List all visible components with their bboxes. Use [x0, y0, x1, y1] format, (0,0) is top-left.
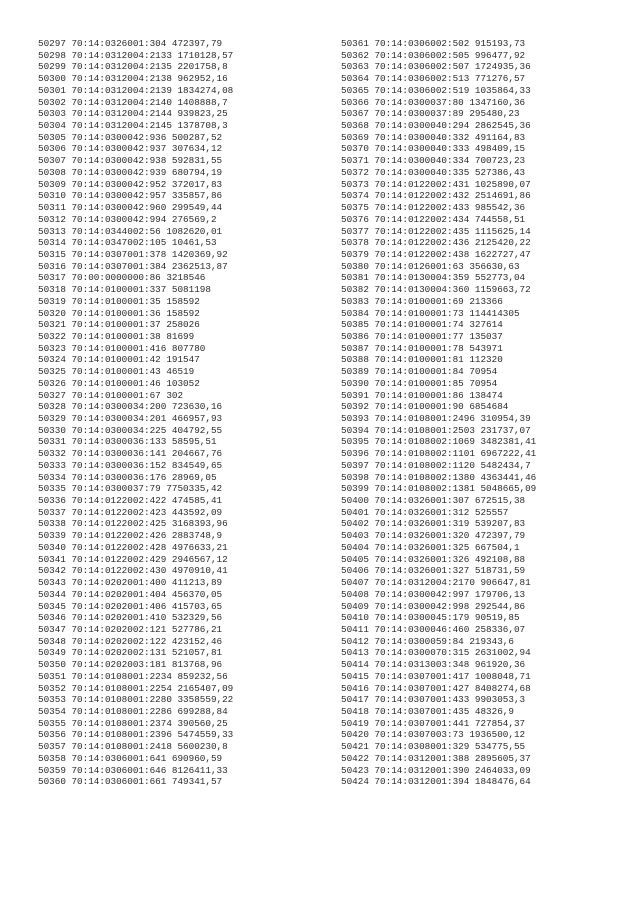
list-item: 50298 70:14:0312004:2133 1710128,57: [38, 49, 234, 61]
list-item: 50377 70:14:0122002:435 1115625,14: [341, 225, 531, 237]
list-item: 50424 70:14:0312001:394 1848476,64: [341, 776, 531, 788]
list-item: 50400 70:14:0326001:307 672515,38: [341, 495, 526, 507]
list-item: 50340 70:14:0122002:428 4976633,21: [38, 541, 228, 553]
list-item: 50351 70:14:0108001:2234 859232,56: [38, 670, 228, 682]
list-item: 50344 70:14:0202001:404 456370,05: [38, 588, 223, 600]
list-item: 50385 70:14:0100001:74 327614: [341, 319, 503, 331]
list-item: 50417 70:14:0307001:433 9903053,3: [341, 694, 526, 706]
list-item: 50423 70:14:0312001:390 2464033,09: [341, 764, 531, 776]
list-item: 50372 70:14:0300040:335 527386,43: [341, 166, 526, 178]
list-item: 50398 70:14:0108002:1380 4363441,46: [341, 471, 537, 483]
list-item: 50299 70:14:0312004:2135 2201758,8: [38, 61, 228, 73]
list-item: 50356 70:14:0108001:2396 5474559,33: [38, 729, 234, 741]
list-item: 50342 70:14:0122002:430 4970910,41: [38, 565, 228, 577]
list-item: 50359 70:14:0306001:646 8126411,33: [38, 764, 228, 776]
list-item: 50325 70:14:0100001:43 46519: [38, 366, 195, 378]
list-item: 50382 70:14:0130004:360 1159663,72: [341, 284, 531, 296]
list-item: 50393 70:14:0108001:2496 310954,39: [341, 413, 531, 424]
list-item: 50413 70:14:0300070:315 2631002,94: [341, 647, 531, 659]
list-item: 50302 70:14:0312004:2140 1408888,7: [38, 96, 228, 108]
list-item: 50345 70:14:0202001:406 415703,65: [38, 600, 223, 612]
list-item: 50324 70:14:0100001:42 191547: [38, 354, 200, 366]
list-item: 50313 70:14:0344002:56 1082620,01: [38, 225, 223, 237]
list-item: 50365 70:14:0306002:519 1035864,33: [341, 84, 531, 96]
list-item: 50360 70:14:0306001:661 749341,57: [38, 776, 223, 788]
list-item: 50312 70:14:0300042:994 276569,2: [38, 213, 217, 225]
list-item: 50380 70:14:0126001:63 356630,63: [341, 260, 520, 272]
list-item: 50388 70:14:0100001:81 112320: [341, 354, 503, 366]
list-item: 50394 70:14:0108001:2503 231737,07: [341, 424, 531, 436]
list-item: 50416 70:14:0307001:427 8408274,68: [341, 682, 531, 694]
list-item: 50318 70:14:0100001:337 5081198: [38, 284, 211, 296]
list-item: 50347 70:14:0202002:121 527786,21: [38, 623, 223, 635]
list-item: 50395 70:14:0108002:1069 3482381,41: [341, 436, 537, 448]
list-item: 50376 70:14:0122002:434 744558,51: [341, 213, 526, 225]
list-item: 50349 70:14:0202002:131 521057,81: [38, 647, 223, 659]
list-item: 50378 70:14:0122002:436 2125420,22: [341, 237, 531, 249]
list-item: 50407 70:14:0312004:2170 906647,81: [341, 577, 531, 589]
list-item: 50379 70:14:0122002:438 1622727,47: [341, 248, 531, 260]
list-item: 50386 70:14:0100001:77 135037: [341, 330, 503, 342]
list-item: 50329 70:14:0300034:201 466957,93: [38, 413, 223, 424]
list-item: 50315 70:14:0307001:378 1420369,92: [38, 248, 228, 260]
list-item: 50361 70:14:0306002:502 915193,73: [341, 38, 526, 49]
list-item: 50384 70:14:0100001:73 114414305: [341, 307, 520, 319]
list-item: 50333 70:14:0300036:152 834549,65: [38, 459, 223, 471]
list-item: 50355 70:14:0108001:2374 390560,25: [38, 717, 228, 729]
right-column: [341, 38, 536, 788]
list-item: 50419 70:14:0307001:441 727854,37: [341, 717, 526, 729]
list-item: 50367 70:14:0300037:89 295480,23: [341, 108, 520, 120]
list-item: 50418 70:14:0307001:435 48326,9: [341, 705, 514, 717]
list-item: 50404 70:14:0326001:325 667504,1: [341, 541, 520, 553]
list-item: 50381 70:14:0130004:359 552773,04: [341, 272, 526, 284]
list-item: 50421 70:14:0308001:329 534775,55: [341, 741, 526, 753]
list-item: 50300 70:14:0312004:2138 962952,16: [38, 73, 228, 85]
list-item: 50401 70:14:0326001:312 525557: [341, 506, 509, 518]
list-item: 50368 70:14:0300040:294 2862545,36: [341, 120, 531, 132]
list-item: 50337 70:14:0122002:423 443592,09: [38, 506, 223, 518]
list-item: 50420 70:14:0307003:73 1936500,12: [341, 729, 526, 741]
list-item: 50406 70:14:0326001:327 518731,59: [341, 565, 526, 577]
list-item: 50326 70:14:0100001:46 103052: [38, 377, 200, 389]
list-item: 50399 70:14:0108002:1381 5048665,09: [341, 483, 537, 495]
list-item: 50387 70:14:0100001:78 543971: [341, 342, 503, 354]
list-item: 50339 70:14:0122002:426 2883748,9: [38, 530, 223, 542]
list-item: 50405 70:14:0326001:326 492108,88: [341, 553, 526, 565]
list-item: 50383 70:14:0100001:69 213366: [341, 295, 503, 307]
list-item: 50411 70:14:0300046:460 258336,07: [341, 623, 526, 635]
list-item: 50371 70:14:0300040:334 700723,23: [341, 155, 526, 167]
list-item: 50422 70:14:0312001:388 2895605,37: [341, 752, 531, 764]
list-item: 50306 70:14:0300042:937 307634,12: [38, 143, 223, 155]
list-item: 50305 70:14:0300042:936 500287,52: [38, 131, 223, 143]
list-item: 50366 70:14:0300037:80 1347160,36: [341, 96, 526, 108]
list-item: 50354 70:14:0108001:2286 699288,84: [38, 705, 228, 717]
list-item: 50310 70:14:0300042:957 335857,86: [38, 190, 223, 202]
list-item: 50364 70:14:0306002:513 771276,57: [341, 73, 526, 85]
list-item: 50348 70:14:0202002:122 423152,46: [38, 635, 223, 647]
list-item: 50392 70:14:0100001:90 6854684: [341, 401, 509, 413]
list-item: 50370 70:14:0300040:333 498409,15: [341, 143, 526, 155]
list-item: 50334 70:14:0300036:176 28969,05: [38, 471, 217, 483]
list-item: 50319 70:14:0100001:35 158592: [38, 295, 200, 307]
list-item: 50338 70:14:0122002:425 3168393,96: [38, 518, 228, 530]
list-item: 50362 70:14:0306002:505 996477,92: [341, 49, 526, 61]
list-item: 50373 70:14:0122002:431 1025890,07: [341, 178, 531, 190]
list-item: 50332 70:14:0300036:141 204667,76: [38, 448, 223, 460]
list-item: 50316 70:14:0307001:384 2362513,87: [38, 260, 228, 272]
list-item: 50321 70:14:0100001:37 258026: [38, 319, 200, 331]
list-item: 50304 70:14:0312004:2145 1378708,3: [38, 120, 228, 132]
list-item: 50335 70:14:0300037:79 7750335,42: [38, 483, 223, 495]
list-item: 50403 70:14:0326001:320 472397,79: [341, 530, 526, 542]
list-item: 50320 70:14:0100001:36 158592: [38, 307, 200, 319]
list-item: 50358 70:14:0306001:641 690960,59: [38, 752, 223, 764]
left-column: [38, 38, 233, 788]
list-item: 50375 70:14:0122002:433 985542,36: [341, 202, 526, 214]
list-item: 50317 70:00:0000000:86 3218546: [38, 272, 206, 284]
list-item: 50353 70:14:0108001:2280 3358559,22: [38, 694, 234, 706]
list-item: 50402 70:14:0326001:319 539207,83: [341, 518, 526, 530]
list-item: 50303 70:14:0312004:2144 939823,25: [38, 108, 228, 120]
list-item: 50414 70:14:0313003:348 961920,36: [341, 659, 526, 671]
list-item: 50391 70:14:0100001:86 138474: [341, 389, 503, 401]
list-item: 50328 70:14:0300034:200 723630,16: [38, 401, 223, 413]
list-item: 50297 70:14:0326001:304 472397,79: [38, 38, 223, 49]
list-item: 50409 70:14:0300042:998 292544,86: [341, 600, 526, 612]
list-item: 50389 70:14:0100001:84 70954: [341, 366, 498, 378]
list-item: 50331 70:14:0300036:133 58595,51: [38, 436, 217, 448]
list-item: 50346 70:14:0202001:410 532329,56: [38, 612, 223, 624]
list-item: 50330 70:14:0300034:225 404792,55: [38, 424, 223, 436]
list-item: 50363 70:14:0306002:507 1724935,36: [341, 61, 531, 73]
list-item: 50307 70:14:0300042:938 592831,55: [38, 155, 223, 167]
list-item: 50343 70:14:0202001:400 411213,89: [38, 577, 223, 589]
list-item: 50369 70:14:0300040:332 491164,83: [341, 131, 526, 143]
list-item: 50408 70:14:0300042:997 179706,13: [341, 588, 526, 600]
list-item: 50397 70:14:0108002:1120 5482434,7: [341, 459, 531, 471]
list-item: 50352 70:14:0108001:2254 2165407,09: [38, 682, 234, 694]
list-item: 50301 70:14:0312004:2139 1834274,08: [38, 84, 234, 96]
list-item: 50308 70:14:0300042:939 680794,19: [38, 166, 223, 178]
list-item: 50390 70:14:0100001:85 70954: [341, 377, 498, 389]
list-item: 50336 70:14:0122002:422 474585,41: [38, 495, 223, 507]
list-item: 50350 70:14:0202003:181 813768,96: [38, 659, 223, 671]
list-item: 50309 70:14:0300042:952 372017,83: [38, 178, 223, 190]
list-item: 50410 70:14:0300045:179 90519,85: [341, 612, 520, 624]
list-item: 50374 70:14:0122002:432 2514691,86: [341, 190, 531, 202]
list-item: 50341 70:14:0122002:429 2946567,12: [38, 553, 228, 565]
list-item: 50415 70:14:0307001:417 1008048,71: [341, 670, 531, 682]
list-item: 50314 70:14:0347002:105 10461,53: [38, 237, 217, 249]
list-item: 50396 70:14:0108002:1101 6967222,41: [341, 448, 537, 460]
list-item: 50323 70:14:0100001:416 807780: [38, 342, 206, 354]
list-item: 50357 70:14:0108001:2418 5600230,8: [38, 741, 228, 753]
list-item: 50327 70:14:0100001:67 302: [38, 389, 184, 401]
list-item: 50311 70:14:0300042:960 299549,44: [38, 202, 223, 214]
list-item: 50412 70:14:0300059:84 219343,6: [341, 635, 514, 647]
list-item: 50322 70:14:0100001:38 81699: [38, 330, 195, 342]
